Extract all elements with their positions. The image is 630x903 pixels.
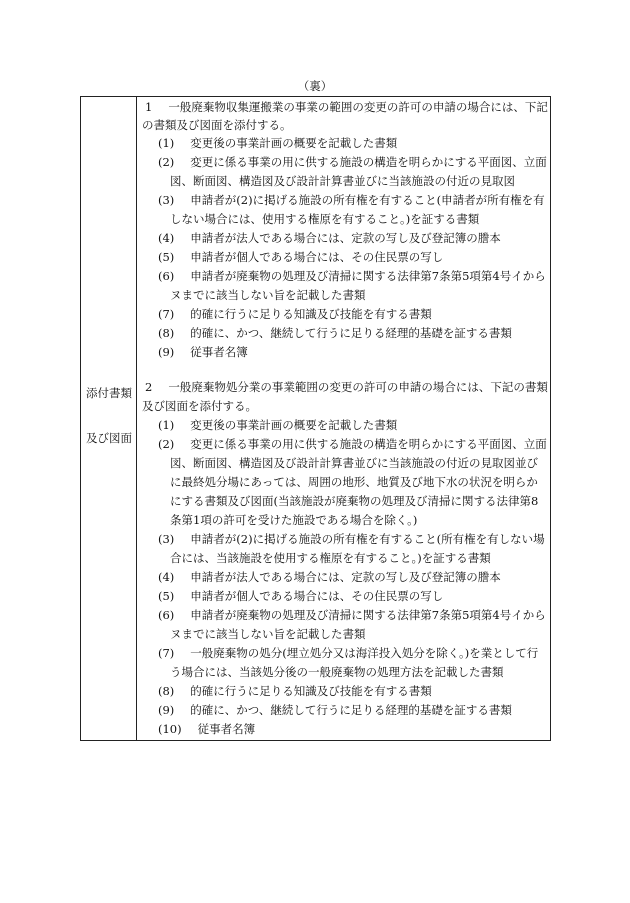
item-text: 申請者が個人である場合には、その住民票の写し xyxy=(190,250,444,264)
content-cell xyxy=(138,97,550,740)
section-number: 1 xyxy=(145,100,153,114)
list-item xyxy=(158,326,512,340)
label-cell xyxy=(81,97,137,740)
list-item xyxy=(158,345,248,359)
item-text: 的確に、かつ、継続して行うに足りる経理的基礎を証する書類 xyxy=(190,326,512,340)
item-text: 変更後の事業計画の概要を記載した書類 xyxy=(190,136,398,150)
item-number: (7) xyxy=(158,307,175,321)
item-text: 的確に、かつ、継続して行うに足りる経理的基礎を証する書類 xyxy=(190,703,512,717)
item-text: 申請者が(2)に掲げる施設の所有権を有すること(所有権を有しない場 xyxy=(190,532,545,546)
item-text: 従事者名簿 xyxy=(190,345,248,359)
list-item xyxy=(158,722,255,736)
item-text-cont: 合には、当該施設を使用する権原を有すること。)を証する書類 xyxy=(170,551,491,565)
label-line: 添付書類 xyxy=(86,386,132,400)
list-item xyxy=(158,703,512,717)
item-text: 申請者が廃棄物の処理及び清掃に関する法律第7条第5項第4号イから xyxy=(190,269,546,283)
item-number: (1) xyxy=(158,418,175,432)
item-text-cont: 図、断面図、構造図及び設計計算書並びに当該施設の付近の見取図 xyxy=(170,174,515,188)
section-heading-cont: の書類及び図面を添付する。 xyxy=(142,118,292,132)
item-number: (4) xyxy=(158,570,175,584)
section-number: 2 xyxy=(145,380,153,394)
item-text-cont: にする書類及び図面(当該施設が廃棄物の処理及び清掃に関する法律第8 xyxy=(170,494,539,508)
item-number: (3) xyxy=(158,193,175,207)
item-number: (9) xyxy=(158,703,175,717)
section-heading-text: 一般廃棄物収集運搬業の事業の範囲の変更の許可の申請の場合には、下記 xyxy=(168,100,548,114)
list-item xyxy=(158,136,397,150)
item-number: (3) xyxy=(158,532,175,546)
list-item xyxy=(158,250,443,264)
item-number: (10) xyxy=(158,722,182,736)
page-header: （裏） xyxy=(297,79,333,93)
item-text: 変更に係る事業の用に供する施設の構造を明らかにする平面図、立面 xyxy=(190,437,547,451)
item-number: (2) xyxy=(158,437,175,451)
item-number: (4) xyxy=(158,231,175,245)
item-number: (6) xyxy=(158,608,175,622)
item-text-cont: しない場合には、使用する権原を有すること。)を証する書類 xyxy=(170,212,480,226)
item-text: 申請者が法人である場合には、定款の写し及び登記簿の謄本 xyxy=(190,570,501,584)
item-text: 的確に行うに足りる知識及び技能を有する書類 xyxy=(190,307,432,321)
item-text: 申請者が(2)に掲げる施設の所有権を有すること(申請者が所有権を有 xyxy=(190,193,545,207)
item-text: 変更に係る事業の用に供する施設の構造を明らかにする平面図、立面 xyxy=(190,155,547,169)
item-text: 的確に行うに足りる知識及び技能を有する書類 xyxy=(190,684,432,698)
section-heading-cont: 及び図面を添付する。 xyxy=(142,399,257,413)
item-number: (6) xyxy=(158,269,175,283)
item-number: (2) xyxy=(158,155,175,169)
item-text-cont: に最終処分場にあっては、周囲の地形、地質及び地下水の状況を明らか xyxy=(170,475,538,489)
item-text: 申請者が個人である場合には、その住民票の写し xyxy=(190,589,444,603)
list-item xyxy=(158,437,547,451)
attachment-table xyxy=(80,96,551,741)
item-text-cont: う場合には、当該処分後の一般廃棄物の処理方法を記載した書類 xyxy=(170,665,504,679)
section-heading xyxy=(145,380,548,394)
section-heading xyxy=(145,100,548,114)
item-number: (8) xyxy=(158,326,175,340)
item-number: (8) xyxy=(158,684,175,698)
list-item xyxy=(158,155,547,169)
list-item xyxy=(158,589,443,603)
section-heading-text: 一般廃棄物処分業の事業範囲の変更の許可の申請の場合には、下記の書類 xyxy=(168,380,548,394)
list-item xyxy=(158,307,432,321)
item-text-cont: ヌまでに該当しない旨を記載した書類 xyxy=(170,627,366,641)
item-text: 申請者が廃棄物の処理及び清掃に関する法律第7条第5項第4号イから xyxy=(190,608,546,622)
list-item xyxy=(158,231,501,245)
list-item xyxy=(158,532,545,546)
item-text-cont: 図、断面図、構造図及び設計計算書並びに当該施設の付近の見取図並び xyxy=(170,456,538,470)
item-number: (9) xyxy=(158,345,175,359)
item-text: 従事者名簿 xyxy=(197,722,256,736)
list-item xyxy=(158,418,397,432)
item-number: (5) xyxy=(158,589,175,603)
item-text: 申請者が法人である場合には、定款の写し及び登記簿の謄本 xyxy=(190,231,501,245)
list-item xyxy=(158,646,538,660)
list-item xyxy=(158,570,501,584)
label-line: 及び図面 xyxy=(86,431,132,445)
item-number: (1) xyxy=(158,136,175,150)
list-item xyxy=(158,269,546,283)
list-item xyxy=(158,193,545,207)
item-text-cont: ヌまでに該当しない旨を記載した書類 xyxy=(170,288,366,302)
item-text-cont: 条第1項の許可を受けた施設である場合を除く。) xyxy=(170,513,418,527)
list-item xyxy=(158,684,432,698)
item-text: 変更後の事業計画の概要を記載した書類 xyxy=(190,418,398,432)
list-item xyxy=(158,608,546,622)
item-text: 一般廃棄物の処分(埋立処分又は海洋投入処分を除く。)を業として行 xyxy=(190,646,539,660)
item-number: (5) xyxy=(158,250,175,264)
item-number: (7) xyxy=(158,646,175,660)
